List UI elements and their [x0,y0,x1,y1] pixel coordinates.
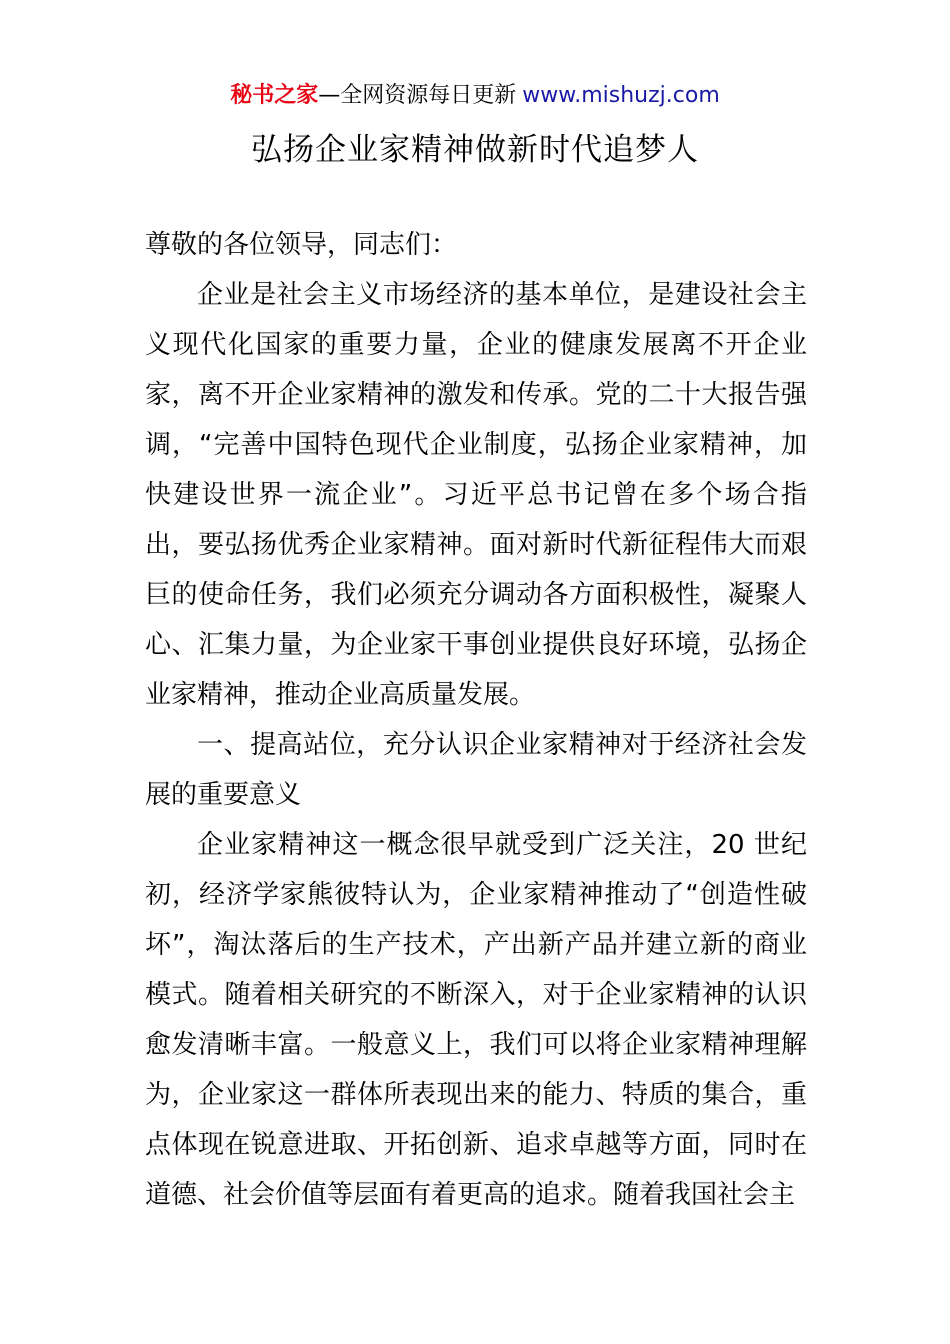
paragraph-section-1: 企业家精神这一概念很早就受到广泛关注，20 世纪初，经济学家熊彼特认为，企业家精神推动了“创造性破坏”，淘汰落后的生产技术，产出新产品并建立新的商业模式。随着相关研究的不断深入，对于企业家精神的认识愈发清晰丰富。一般意义上，我们可以将企业家精神理解为，企业家这一群体所表现出来的能力、特质的集合，重点体现在锐意进取、开拓创新、追求卓越等方面，同时在道德、社会价值等层面有着更高的追求。随着我国社会主 [145,830,807,1210]
site-brand: 秘书之家 [230,83,319,108]
section-heading-1: 一、提高站位，充分认识企业家精神对于经济社会发展的重要意义 [145,730,807,810]
document-title: 弘扬企业家精神做新时代追梦人 [251,132,699,168]
site-url-link[interactable]: www.mishuzj.com [522,83,720,108]
document-body [145,220,807,1220]
salutation: 尊敬的各位领导，同志们： [145,230,458,260]
site-tagline: —全网资源每日更新 [318,83,517,108]
site-header [0,80,950,112]
paragraph-intro: 企业是社会主义市场经济的基本单位，是建设社会主义现代化国家的重要力量，企业的健康发展离不开企业家，离不开企业家精神的激发和传承。党的二十大报告强调，“完善中国特色现代企业制度，弘扬企业家精神，加快建设世界一流企业”。习近平总书记曾在多个场合指出，要弘扬优秀企业家精神。面对新时代新征程伟大而艰巨的使命任务，我们必须充分调动各方面积极性，凝聚人心、汇集力量，为企业家干事创业提供良好环境，弘扬企业家精神，推动企业高质量发展。 [145,280,807,710]
